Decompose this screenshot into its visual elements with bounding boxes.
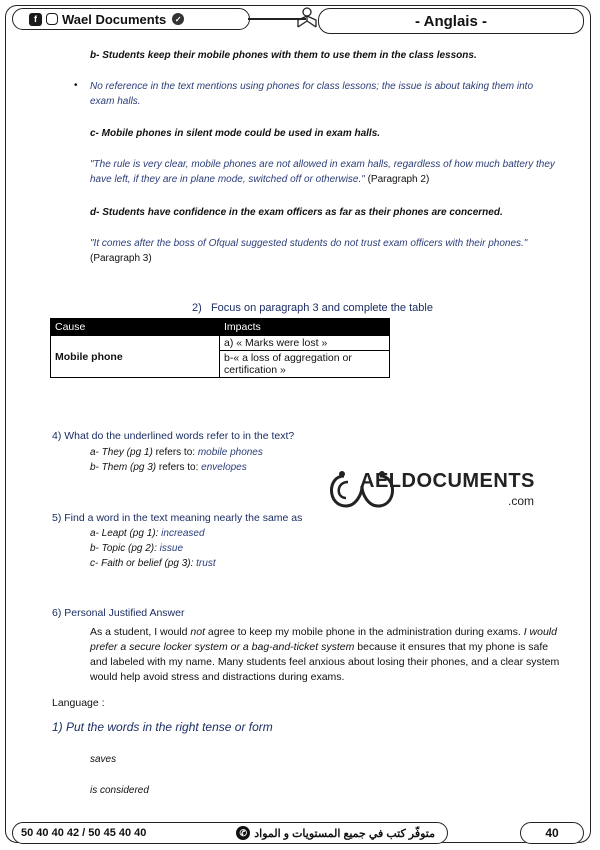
answer-c	[90, 157, 560, 187]
q4-a-key: a- They (pg 1)	[90, 447, 153, 458]
language-answer-1: saves	[90, 754, 117, 765]
q5-item-b	[90, 543, 183, 554]
q4-b-mid: refers to:	[156, 462, 202, 473]
pa-emphasis: I would prefer a secure locker system or a bag-and-ticket system	[90, 626, 557, 653]
footer-contact	[12, 822, 448, 844]
instagram-icon	[46, 13, 58, 25]
bullet: •	[74, 80, 78, 91]
answer-c-text: "The rule is very clear, mobile phones are not allowed in exam halls, regardless of how much battery they have left, if they are in plane mode, switched off or otherwise."	[90, 159, 555, 185]
table-cell-impact-a: a) « Marks were lost »	[220, 336, 390, 351]
table-header-impacts: Impacts	[220, 319, 390, 336]
pa-part-2: agree to keep my mobile phone in the administration during exams.	[205, 626, 524, 638]
table-cell-impact-b: b-« a loss of aggregation or certification »	[220, 351, 390, 378]
pa-part-1: As a student, I would	[90, 626, 191, 638]
question-c: c- Mobile phones in silent mode could be used in exam halls.	[90, 128, 381, 139]
q4-item-a	[90, 447, 263, 458]
q5-b-value: issue	[159, 543, 184, 554]
question-b: b- Students keep their mobile phones with them to use them in the class lessons.	[90, 50, 477, 61]
q5-c-key: c- Faith or belief (pg 3):	[90, 558, 194, 569]
q5-a-key: a- Leapt (pg 1):	[90, 528, 159, 539]
q5-item-a	[90, 528, 205, 539]
facebook-icon: f	[29, 13, 42, 26]
reader-icon	[295, 6, 319, 30]
q6-title: 6) Personal Justified Answer	[52, 607, 185, 619]
q4-item-b	[90, 462, 247, 473]
table-section-title: 2) Focus on paragraph 3 and complete the table	[192, 302, 433, 314]
table-cell-cause: Mobile phone	[51, 336, 220, 378]
language-answer-2: is considered	[90, 785, 149, 796]
q4-b-value: envelopes	[201, 462, 247, 473]
verified-icon: ✓	[172, 13, 184, 25]
q4-b-key: b- Them (pg 3)	[90, 462, 157, 473]
q5-item-c	[90, 558, 216, 569]
q5-title: 5) Find a word in the text meaning nearly the same as	[52, 512, 303, 524]
q5-b-key: b- Topic (pg 2):	[90, 543, 157, 554]
pa-not: not	[190, 626, 206, 638]
phone-icon: ✆	[236, 826, 250, 840]
footer-phones: 50 40 40 42 / 50 45 40 40	[21, 827, 147, 839]
q4-a-mid: refers to:	[152, 447, 198, 458]
watermark-name: AELDOCUMENTS	[360, 470, 535, 492]
answer-d	[90, 236, 560, 266]
q5-c-value: trust	[196, 558, 216, 569]
language-task: 1) Put the words in the right tense or form	[52, 720, 273, 734]
brand-badge	[12, 8, 250, 30]
cause-impact-table	[50, 318, 390, 378]
subject-title: - Anglais -	[318, 8, 584, 34]
footer-promo	[232, 826, 435, 840]
q4-a-value: mobile phones	[197, 447, 263, 458]
pa-part-3: because it ensures that my phone is safe and labeled with my name. Many students feel anxious about losing their phones, and a clear system would help avoid stress and distractions during exams.	[90, 641, 560, 683]
answer-d-ref: (Paragraph 3)	[90, 253, 152, 264]
table-header-cause: Cause	[51, 319, 220, 336]
answer-b-text: No reference in the text mentions using phones for class lessons; the issue is about taking them into exam halls.	[90, 81, 534, 107]
q5-a-value: increased	[161, 528, 205, 539]
answer-b	[90, 79, 560, 109]
personal-answer	[90, 625, 560, 685]
answer-d-text: "It comes after the boss of Ofqual suggested students do not trust exam officers with their phones."	[90, 238, 528, 249]
answer-c-ref: (Paragraph 2)	[367, 174, 430, 185]
question-d: d- Students have confidence in the exam officers as far as their phones are concerned.	[90, 207, 503, 218]
footer-arabic: متوفّر كتب في جميع المستويات و المواد	[254, 827, 435, 840]
q4-title: 4) What do the underlined words refer to in the text?	[52, 430, 295, 442]
brand-name: Wael Documents	[62, 11, 167, 27]
page-number: 40	[520, 822, 584, 844]
watermark-domain: .com	[508, 494, 535, 508]
language-label: Language :	[52, 697, 105, 709]
